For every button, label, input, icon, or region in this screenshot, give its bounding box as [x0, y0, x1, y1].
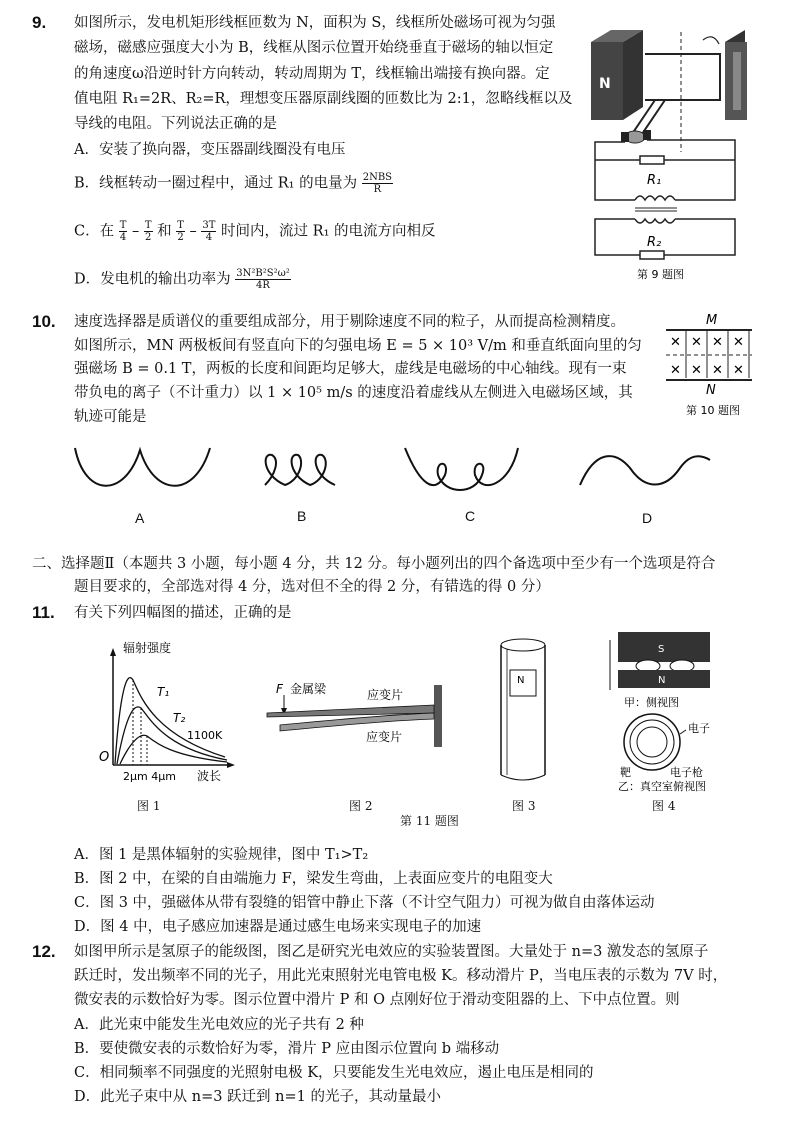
- fig1-t1-label: T₁: [157, 685, 170, 699]
- fig4-electron-pointer: [680, 730, 686, 734]
- primary-circuit: [595, 140, 735, 200]
- q10-line-3: 强磁场 B = 0.1 T，两板的长度和间距均足够大，虚线是电磁场的中心轴线。现有一束: [74, 361, 627, 377]
- fraction-numerator: 3T: [202, 220, 216, 231]
- fig2-gauge-bottom-label: 应变片: [366, 730, 403, 744]
- svg-text:✕: ✕: [691, 363, 702, 378]
- q12-line-2: 跃迁时，发出频率不同的光子，用此光束照射光电管电极 K。移动滑片 P，当电压表的示数为 7V 时，: [74, 968, 728, 984]
- fraction-numerator: T: [177, 220, 184, 231]
- plate-n-label: N: [706, 383, 716, 398]
- q9-option-c-sep: –: [189, 223, 197, 240]
- q10-line-2: 如图所示，MN 两极板间有竖直向下的匀强电场 E = 5 × 10³ V/m 和垂直纸面向里的匀: [74, 338, 642, 354]
- q11-figure-1-blackbody: [95, 640, 240, 790]
- fig1-xlabel: 波长: [197, 769, 222, 783]
- question-number-11: 11.: [32, 603, 55, 622]
- magnet-north-pole: [591, 30, 643, 120]
- svg-text:✕: ✕: [691, 335, 702, 350]
- q11-option-c: C．图 3 中，强磁体从带有裂缝的铝管中静止下落（不计空气阻力）可视为做自由落体运动: [74, 895, 655, 911]
- fraction-numerator: 2NBS: [362, 172, 393, 183]
- fig4-side-label: 甲：侧视图: [624, 696, 679, 709]
- fraction-denominator: 4R: [256, 280, 270, 291]
- svg-text:✕: ✕: [733, 363, 744, 378]
- q11-stem: 有关下列四幅图的描述，正确的是: [74, 605, 292, 621]
- fig2-wall: [434, 685, 442, 747]
- magnet-south-pole: [725, 30, 747, 120]
- q10-option-a-label: A: [135, 510, 145, 526]
- svg-text:✕: ✕: [670, 335, 681, 350]
- r2-label: R₂: [647, 235, 662, 250]
- secondary-circuit: [595, 219, 735, 259]
- q11-fig4-caption: 图 4: [652, 799, 676, 813]
- q11-fig1-caption: 图 1: [137, 799, 161, 813]
- fig4-gun-label: 电子枪: [670, 766, 703, 779]
- q10-line-4: 带负电的离子（不计重力）以 1 × 10⁵ m/s 的速度沿着虚线从左侧进入电磁场区域，其: [74, 385, 633, 401]
- q11-figure-3-tube: [495, 635, 555, 785]
- fraction-numerator: T: [144, 220, 152, 231]
- q12-option-c: C．相同频率不同强度的光照射电极 K，只要能发生光电效应，遏止电压是相同的: [74, 1065, 594, 1081]
- q9-option-c-post: 时间内，流过 R₁ 的电流方向相反: [221, 223, 436, 240]
- fig3-tube-bottom: [501, 775, 545, 780]
- coil-frame: [630, 37, 720, 137]
- q12-option-b: B．要使微安表的示数恰好为零，滑片 P 应由图示位置向 b 端移动: [74, 1041, 500, 1057]
- q9-option-c-and: 和: [157, 223, 172, 240]
- fig1-temp-label: 1100K: [187, 729, 223, 742]
- fig4-top-label: 乙：真空室俯视图: [618, 780, 706, 793]
- q10-line-5: 轨迹可能是: [74, 409, 147, 425]
- q9-figure: [585, 12, 765, 282]
- q10-option-b-label: B: [297, 508, 307, 524]
- q11-option-d: D．图 4 中，电子感应加速器是通过感生电场来实现电子的加速: [74, 919, 482, 935]
- fig3-magnet-n: N: [517, 675, 525, 686]
- fraction-denominator: 2: [177, 232, 184, 243]
- q9-option-c-pre: C．在: [74, 223, 115, 240]
- q10-figure: [664, 312, 764, 422]
- magnet-n-label: N: [599, 76, 611, 92]
- q9-line-2: 磁场，磁感应强度大小为 B，线框从图示位置开始绕垂直于磁场的轴以恒定: [74, 40, 554, 56]
- q9-line-1: 如图所示，发电机矩形线框匝数为 N，面积为 S，线框所处磁场可视为匀强: [74, 15, 556, 31]
- fraction-denominator: 4: [119, 232, 127, 243]
- question-number-10: 10.: [32, 312, 56, 331]
- fig1-x-arrow: [227, 762, 235, 768]
- q10-figure-caption: 第 10 题图: [686, 404, 740, 417]
- q9-option-b-text: B．线框转动一圈过程中，通过 R₁ 的电量为: [74, 175, 358, 192]
- q10-line-1: 速度选择器是质谱仪的重要组成部分，用于剔除速度不同的粒子，从而提高检测精度。: [74, 314, 625, 330]
- fraction-numerator: 3N²B²S²ω²: [236, 268, 290, 279]
- question-number-9: 9.: [32, 13, 47, 32]
- section-2-header-line-1: 二、选择题Ⅱ（本题共 3 小题，每小题 4 分，共 12 分。每小题列出的四个备选项中至少有一个选项是符合: [32, 556, 716, 572]
- fig4-electron-label: 电子: [688, 722, 710, 735]
- q10-trajectory-options: [70, 440, 720, 530]
- trajectory-b: [265, 455, 335, 485]
- fig4-n-label: N: [658, 675, 666, 686]
- plate-m-label: M: [706, 313, 718, 328]
- fig3-tube-top: [501, 639, 545, 651]
- q11-figure-2-strain-gauge: [262, 675, 452, 755]
- svg-text:✕: ✕: [712, 363, 723, 378]
- svg-text:✕: ✕: [712, 335, 723, 350]
- fig4-inner-ring: [637, 727, 667, 757]
- q12-option-d: D．此光子束中从 n=3 跃迁到 n=1 的光子，其动量最小: [74, 1089, 441, 1105]
- fig2-beam-label: 金属梁: [290, 682, 327, 696]
- fig2-gauge-top-label: 应变片: [367, 688, 404, 702]
- q11-option-b: B．图 2 中，在梁的自由端施力 F，梁发生弯曲，上表面应变片的电阻变大: [74, 871, 553, 887]
- q9-line-3: 的角速度ω沿逆时针方向转动，转动周期为 T，线框输出端接有换向器。定: [74, 66, 550, 82]
- fraction: [201, 220, 216, 243]
- q9-option-d: [74, 268, 291, 291]
- svg-text:✕: ✕: [733, 335, 744, 350]
- q10-option-c-label: C: [465, 508, 476, 524]
- fraction: [176, 220, 185, 243]
- q9-option-a: A．安装了换向器，变压器副线圈没有电压: [74, 142, 346, 158]
- fig1-ylabel: 辐射强度: [123, 641, 172, 655]
- fig1-xticks: 2μm 4μm: [123, 770, 176, 783]
- q11-figure-caption: 第 11 题图: [400, 814, 459, 828]
- question-number-12: 12.: [32, 942, 56, 961]
- fig4-s-label: S: [658, 644, 665, 655]
- q11-option-a: A．图 1 是黑体辐射的实验规律，图中 T₁>T₂: [74, 847, 369, 863]
- q9-line-4: 值电阻 R₁=2R、R₂=R，理想变压器原副线圈的匝数比为 2:1，忽略线框以及: [74, 91, 573, 107]
- fraction-numerator: T: [119, 220, 127, 231]
- commutator: [621, 130, 651, 143]
- fig4-vacuum-chamber: [624, 714, 680, 770]
- fig1-curve-t1: [115, 678, 225, 764]
- q9-option-b-fraction: [362, 172, 393, 195]
- trajectory-d: [580, 456, 710, 485]
- q11-figure-4-betatron: [600, 630, 740, 795]
- fraction: [144, 220, 153, 243]
- fig1-origin: O: [99, 750, 110, 765]
- q9-option-c: [74, 220, 436, 243]
- section-2-header-line-2: 题目要求的，全部选对得 4 分，选对但不全的得 2 分，有错选的得 0 分）: [74, 579, 550, 595]
- fraction-denominator: 4: [205, 232, 213, 243]
- q9-option-d-fraction: [235, 268, 291, 291]
- r1-label: R₁: [647, 173, 662, 188]
- fig1-t2-label: T₂: [173, 711, 186, 725]
- fraction: [119, 220, 128, 243]
- q12-option-a: A．此光束中能发生光电效应的光子共有 2 种: [74, 1017, 364, 1033]
- q9-figure-caption: 第 9 题图: [637, 268, 684, 281]
- q11-fig2-caption: 图 2: [349, 799, 373, 813]
- fig4-target-label: 靶: [620, 766, 631, 779]
- q9-line-5: 导线的电阻。下列说法正确的是: [74, 116, 277, 132]
- fig1-y-arrow: [110, 648, 116, 656]
- trajectory-a: [75, 448, 210, 486]
- fraction-denominator: 2: [145, 232, 152, 243]
- trajectory-c: [405, 448, 518, 490]
- svg-text:✕: ✕: [670, 363, 681, 378]
- transformer: [635, 196, 677, 223]
- q12-line-3: 微安表的示数恰好为零。图示位置中滑片 P 和 O 点刚好位于滑动变阻器的上、下中点位置。则: [74, 992, 680, 1008]
- q9-option-d-text: D．发电机的输出功率为: [74, 271, 231, 288]
- q10-option-d-label: D: [642, 510, 653, 526]
- q11-fig3-caption: 图 3: [512, 799, 536, 813]
- q12-line-1: 如图甲所示是氢原子的能级图，图乙是研究光电效应的实验装置图。大量处于 n=3 激发态的氢原子: [74, 944, 709, 960]
- q9-option-c-sep: –: [132, 223, 140, 240]
- q9-option-b: [74, 172, 393, 195]
- fig2-force-label: F: [276, 682, 283, 696]
- fraction-denominator: R: [373, 184, 382, 195]
